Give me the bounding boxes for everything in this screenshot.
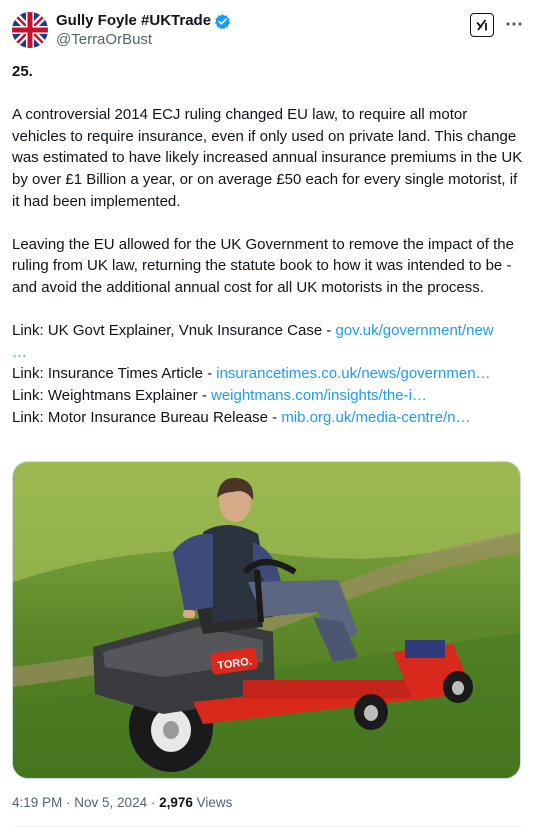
- link-prefix: Link: UK Govt Explainer, Vnuk Insurance Case -: [12, 322, 336, 340]
- link-prefix: Link: Weightmans Explainer -: [12, 386, 211, 404]
- display-name[interactable]: Gully Foyle #UKTrade: [56, 12, 212, 29]
- link-line-3: [12, 385, 524, 407]
- link-insurance-times[interactable]: insurancetimes.co.uk/news/governmen…: [216, 365, 491, 383]
- post-meta: [12, 794, 232, 812]
- divider: [12, 826, 524, 827]
- grok-icon: [475, 18, 489, 32]
- toro-brand-label: TORO.: [216, 655, 253, 673]
- meta-separator: ·: [62, 795, 75, 810]
- post-header: [0, 0, 536, 60]
- avatar[interactable]: [12, 12, 48, 48]
- ride-on-mower-photo: [13, 462, 521, 779]
- link-line-1: [12, 320, 524, 363]
- post-number: 25.: [12, 63, 33, 80]
- union-flag-icon: [12, 12, 48, 48]
- link-gov-uk[interactable]: gov.uk/government/new: [335, 322, 494, 340]
- post-paragraph-2: Leaving the EU allowed for the UK Government to remove the impact of the ruling from UK law, returning the statute book to how it was intended to be - and avoid the additional annual cost for all UK motorists in the process.: [12, 235, 514, 296]
- post-paragraph-1: A controversial 2014 ECJ ruling changed EU law, to require all motor vehicles to require insurance, even if only used on private land. This change was estimated to have likely increased annual insurance premiums in the UK by over £1 Billion a year, or on average £50 each for every single motorist, if it had been implemented.: [12, 106, 523, 210]
- name-row: [56, 12, 231, 30]
- link-prefix: Link: Motor Insurance Bureau Release -: [12, 408, 282, 426]
- more-button[interactable]: [502, 12, 526, 36]
- link-weightmans[interactable]: weightmans.com/insights/the-i…: [210, 386, 427, 404]
- handle[interactable]: @TerraOrBust: [56, 31, 153, 48]
- meta-separator-2: ·: [147, 795, 160, 810]
- post-date[interactable]: Nov 5, 2024: [74, 795, 148, 810]
- grok-button[interactable]: [470, 13, 494, 37]
- link-prefix: Link: Insurance Times Article -: [12, 365, 217, 383]
- post-image[interactable]: [12, 461, 521, 779]
- link-line-2: [12, 363, 524, 385]
- link-line-4: [12, 407, 524, 429]
- views-label: Views: [192, 795, 233, 810]
- link-gov-uk-continuation[interactable]: …: [12, 343, 27, 361]
- views-count[interactable]: 2,976: [159, 795, 193, 810]
- verified-badge-icon: [214, 13, 231, 30]
- post-time[interactable]: 4:19 PM: [12, 795, 63, 810]
- post-text: [12, 61, 524, 428]
- more-dots-icon: [504, 14, 524, 34]
- link-mib[interactable]: mib.org.uk/media-centre/n…: [281, 408, 471, 426]
